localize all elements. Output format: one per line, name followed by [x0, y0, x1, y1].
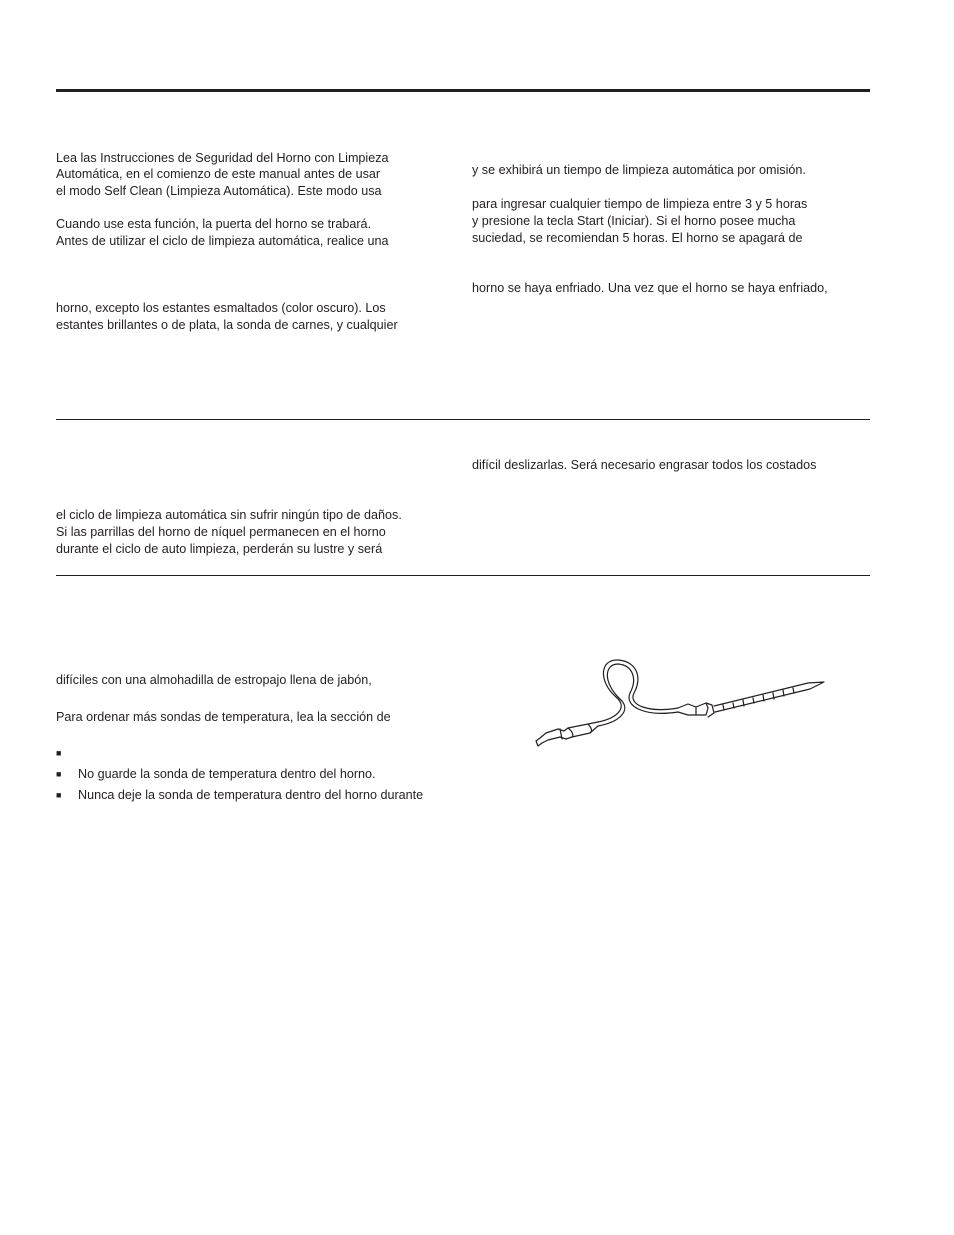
right-p1-line-1: y se exhibirá un tiempo de limpieza automática por omisión.	[472, 163, 806, 177]
racks-right-line-1: difícil deslizarlas. Será necesario engrasar todos los costados	[472, 458, 817, 472]
temperature-probe-icon	[528, 655, 828, 750]
left-p2-line-2: Antes de utilizar el ciclo de limpieza automática, realice una	[56, 234, 389, 248]
right-p2-line-3: suciedad, se recomiendan 5 horas. El horno se apagará de	[472, 231, 803, 245]
right-p3-line-1: horno se haya enfriado. Una vez que el horno se haya enfriado,	[472, 281, 828, 295]
left-p2-line-1: Cuando use esta función, la puerta del horno se trabará.	[56, 217, 372, 231]
left-p1-line-3: el modo Self Clean (Limpieza Automática). Este modo usa	[56, 184, 382, 198]
racks-left-line-3: durante el ciclo de auto limpieza, perderán su lustre y será	[56, 542, 383, 556]
section-divider-2	[56, 575, 870, 576]
bullet-marker-1: ■	[56, 769, 62, 779]
left-p1-line-1: Lea las Instrucciones de Seguridad del Horno con Limpieza	[56, 151, 389, 165]
racks-left-line-1: el ciclo de limpieza automática sin sufrir ningún tipo de daños.	[56, 508, 402, 522]
right-p2-line-2: y presione la tecla Start (Iniciar). Si el horno posee mucha	[472, 214, 796, 228]
left-p3-line-1: horno, excepto los estantes esmaltados (color oscuro). Los	[56, 301, 386, 315]
bullet-marker-2: ■	[56, 790, 62, 800]
racks-left-line-2: Si las parrillas del horno de níquel permanecen en el horno	[56, 525, 386, 539]
bullet-text-2: Nunca deje la sonda de temperatura dentro del horno durante	[78, 788, 424, 802]
left-p1-line-2: Automática, en el comienzo de este manual antes de usar	[56, 167, 381, 181]
probe-p1-line-1: difíciles con una almohadilla de estropajo llena de jabón,	[56, 673, 372, 687]
section-divider-1	[56, 419, 870, 420]
left-p3-line-2: estantes brillantes o de plata, la sonda de carnes, y cualquier	[56, 318, 398, 332]
top-rule	[56, 89, 870, 92]
probe-p2-line-1: Para ordenar más sondas de temperatura, lea la sección de	[56, 710, 391, 724]
bullet-marker-empty: ■	[56, 748, 62, 758]
right-p2-line-1: para ingresar cualquier tiempo de limpieza entre 3 y 5 horas	[472, 197, 808, 211]
bullet-text-1: No guarde la sonda de temperatura dentro del horno.	[78, 767, 376, 781]
